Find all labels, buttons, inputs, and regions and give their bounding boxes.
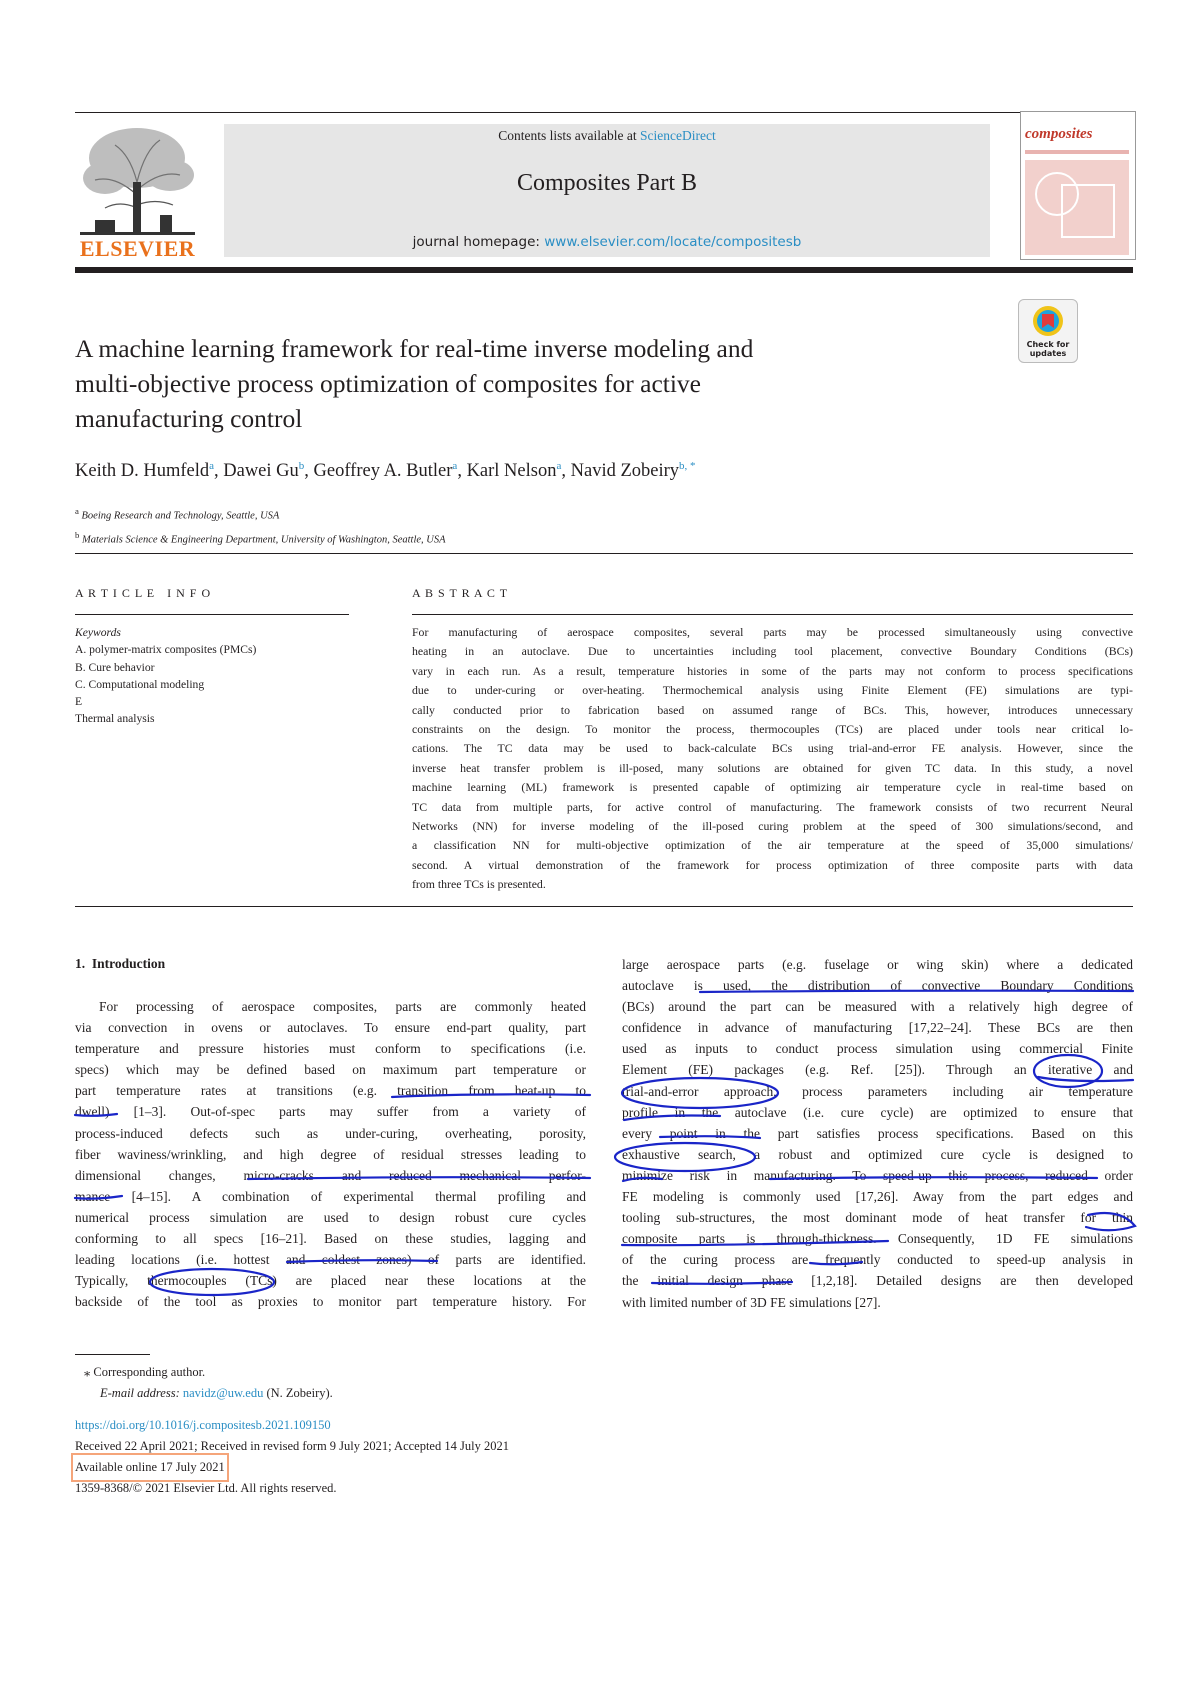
received-dates: Received 22 April 2021; Received in revised form 9 July 2021; Accepted 14 July 2021 (75, 1439, 509, 1453)
body-line: confidence in advance of manufacturing [17,22–24]. These BCs are then (622, 1020, 1133, 1036)
author-name[interactable]: Geoffrey A. Butler$^a$, (313, 460, 467, 482)
body-line: every point in the part satisfies process specifications. Based on this (622, 1125, 1133, 1141)
abstract-line: heating in an autoclave. Due to uncertainties including tool placement, convective Boundary Conditions (BCs) (412, 644, 1133, 659)
body-line: large aerospace parts (e.g. fuselage or wing skin) where a dedicated (622, 957, 1133, 972)
footnote (84, 1362, 333, 1404)
abstract-line: Networks (NN) for inverse modeling of the ill-posed curing problem at the speed of 300 simulations/second, and (412, 818, 1133, 833)
article-meta (75, 1415, 509, 1499)
body-line: Typically, thermocouples (TCs) are placed near these locations at the (75, 1273, 586, 1289)
abstract-line: from three TCs is presented. (412, 877, 546, 892)
ink-scribble (660, 1136, 760, 1138)
keyword: Thermal analysis (75, 712, 155, 726)
keyword: C. Computational modeling (75, 677, 205, 691)
body-line: fiber waviness/wrinkling, and high degree of residual stresses leading to (75, 1146, 586, 1162)
email-note: E-mail address: navidz@uw.edu (N. Zobeiry). (100, 1386, 333, 1400)
body-line: part temperature rates at transitions (e.g. transition from heat-up to (75, 1083, 586, 1099)
body-line: of the curing process are frequently conducted to speed-up analysis in (622, 1252, 1133, 1268)
abstract-line: machine learning (ML) framework is presented capable of optimizing air temperature cycle in real-time based on (412, 780, 1133, 795)
ink-underline (75, 1114, 117, 1116)
ink-scribble (1038, 1077, 1133, 1081)
abstract-line: inverse heat transfer problem is ill-posed, many solutions are obtained for given TC data. In this study, a novel (412, 760, 1133, 775)
body-line: backside of the tool as proxies to monitor part temperature history. For (75, 1294, 586, 1310)
body-line: minimize risk in manufacturing. To speed-up this process, reduced order (622, 1167, 1133, 1183)
ink-scribble (623, 1178, 662, 1181)
author-name[interactable]: Dawei Gu$^b$, (223, 460, 314, 482)
ink-underline (248, 1177, 590, 1179)
abstract-line: constraints on the design. To monitor the process, thermocouples (TCs) are placed under tools near critical lo- (412, 721, 1133, 736)
journal-title[interactable]: Composites Part B (516, 170, 697, 196)
copyright: 1359-8368/© 2021 Elsevier Ltd. All rights reserved. (75, 1481, 337, 1495)
ink-underline (700, 991, 1133, 992)
keyword: E (75, 695, 83, 709)
available-online: Available online 17 July 2021 (75, 1457, 225, 1478)
author-name[interactable]: Keith D. Humfeld$^a$, (75, 460, 224, 482)
corresponding-note: ⁎ Corresponding author. (84, 1365, 206, 1379)
author-name[interactable]: Karl Nelson$^a$, (466, 460, 571, 482)
abstract-line: second. A virtual demonstration of the framework for process optimization of three composite parts with data (412, 857, 1133, 872)
crossmark-line2: updates (1029, 349, 1067, 358)
sciencedirect-link[interactable]: ScienceDirect (640, 128, 716, 143)
keywords-label: Keywords (75, 626, 121, 639)
ink-underline (770, 1177, 1097, 1179)
body-line: profile in the autoclave (i.e. cure cycle) are optimized to ensure that (622, 1104, 1133, 1120)
abstract-line: For manufacturing of aerospace composites, several parts may be processed simultaneously using convective (412, 625, 1133, 639)
ink-underline (652, 1282, 792, 1284)
abstract-line: cally conducted prior to fabrication based on assumed range of BCs. This, however, introduces unnecessary (412, 702, 1133, 717)
body-line: temperature and pressure histories must conform to specifications (i.e. (75, 1041, 586, 1057)
footnote-rule (75, 1354, 150, 1355)
abstract-heading: A B S T R A C T (412, 586, 509, 600)
body-line: process-induced defects such as under-curing, overheating, porosity, (75, 1125, 586, 1141)
body-line: (BCs) around the part can be measured with a relatively high degree of (622, 999, 1133, 1015)
body-line: the initial design phase [1,2,18]. Detailed designs are then developed (622, 1273, 1133, 1289)
title-line: multi-objective process optimization of composites for active (75, 369, 701, 398)
email-link[interactable]: navidz@uw.edu (182, 1386, 264, 1400)
body-line: Element (FE) packages (e.g. Ref. [25]). Through an iterative and (622, 1062, 1133, 1078)
body-line: with limited number of 3D FE simulations [27]. (622, 1294, 881, 1310)
abstract-line: cations. The TC data may be used to back-calculate BCs using trial-and-error FE analysis. However, since the (412, 741, 1133, 756)
ink-bracket (1086, 1213, 1135, 1230)
body-line: composite parts is through-thickness. Consequently, 1D FE simulations (622, 1231, 1133, 1247)
body-line: trial-and-error approach, process parameters including air temperature (622, 1083, 1133, 1099)
ink-underline (810, 1262, 862, 1264)
body-line: autoclave is used, the distribution of convective Boundary Conditions (622, 978, 1133, 994)
body-line: via convection in ovens or autoclaves. To ensure end-part quality, part (75, 1020, 586, 1036)
abstract-line: TC data from multiple parts, for active control of manufacturing. The framework consists of two recurrent Neural (412, 799, 1133, 814)
ink-circle (1034, 1055, 1102, 1087)
ink-underline (287, 1260, 437, 1262)
ink-underline (75, 1196, 122, 1199)
body-line: leading locations (i.e. hottest and coldest zones) of parts are identified. (75, 1252, 586, 1268)
homepage-link[interactable]: www.elsevier.com/locate/compositesb (544, 234, 802, 250)
publisher-name: ELSEVIER (79, 236, 196, 261)
section-heading: 1. Introduction (75, 956, 166, 971)
doi-link[interactable]: https://doi.org/10.1016/j.compositesb.2021.109150 (75, 1418, 331, 1432)
affiliation: $^a$ Boeing Research and Technology, Seattle, USA (75, 506, 280, 522)
homepage-label: journal homepage: (412, 234, 540, 250)
ink-underline (622, 1241, 888, 1245)
author-name[interactable]: Navid Zobeiry$^{b, *}$ (570, 460, 696, 482)
crossmark-line1: Check for (1026, 340, 1070, 349)
cover-title: composites (1025, 126, 1093, 142)
title-line: A machine learning framework for real-time inverse modeling and (75, 334, 754, 363)
affiliation: $^b$ Materials Science & Engineering Department, University of Washington, Seattle, USA (75, 529, 446, 545)
contents-prefix: Contents lists available at (498, 128, 637, 143)
abstract-line: due to under-curing or over-heating. Thermochemical analysis using Finite Element (FE) simulations are typi- (412, 683, 1133, 698)
keyword: A. polymer-matrix composites (PMCs) (75, 643, 257, 657)
body-line: mance [4–15]. A combination of experimental thermal profiling and (75, 1188, 586, 1204)
body-line: used as inputs to conduct process simulation using commercial Finite (622, 1041, 1133, 1057)
body-line: For processing of aerospace composites, parts are commonly heated (99, 999, 586, 1014)
body-line: conforming to all specs [16–21]. Based on these studies, lagging and (75, 1231, 586, 1247)
body-line: numerical process simulation are used to design robust cure cycles (75, 1209, 586, 1225)
ink-circle (622, 1078, 778, 1108)
title-line: manufacturing control (75, 404, 303, 433)
body-line: exhaustive search, a robust and optimized cure cycle is designed to (622, 1146, 1133, 1162)
abstract-line: a classification NN for multi-objective optimization of the air temperature at the speed of 35,000 simulations/ (412, 838, 1133, 853)
abstract-line: vary in each run. As a result, temperature histories in some of the parts may not conform to process specifications (412, 663, 1133, 678)
body-line: dwell) [1–3]. Out-of-spec parts may suffer from a variety of (75, 1104, 586, 1120)
body-line: FE modeling is commonly used [17,26]. Away from the part edges and (622, 1189, 1133, 1205)
ink-circle (150, 1269, 274, 1295)
body-line: specs) which may be defined based on maximum part temperature or (75, 1062, 586, 1078)
ink-scribble (624, 1116, 720, 1121)
article-info-heading: A R T I C L E I N F O (75, 586, 212, 600)
ink-circle (615, 1143, 755, 1171)
body-line: dimensional changes, micro-cracks and reduced mechanical perfor- (75, 1167, 586, 1183)
keyword: B. Cure behavior (75, 660, 155, 674)
ink-underline (392, 1094, 590, 1097)
body-line: tooling sub-structures, the most dominant mode of heat transfer for thin (622, 1210, 1133, 1226)
